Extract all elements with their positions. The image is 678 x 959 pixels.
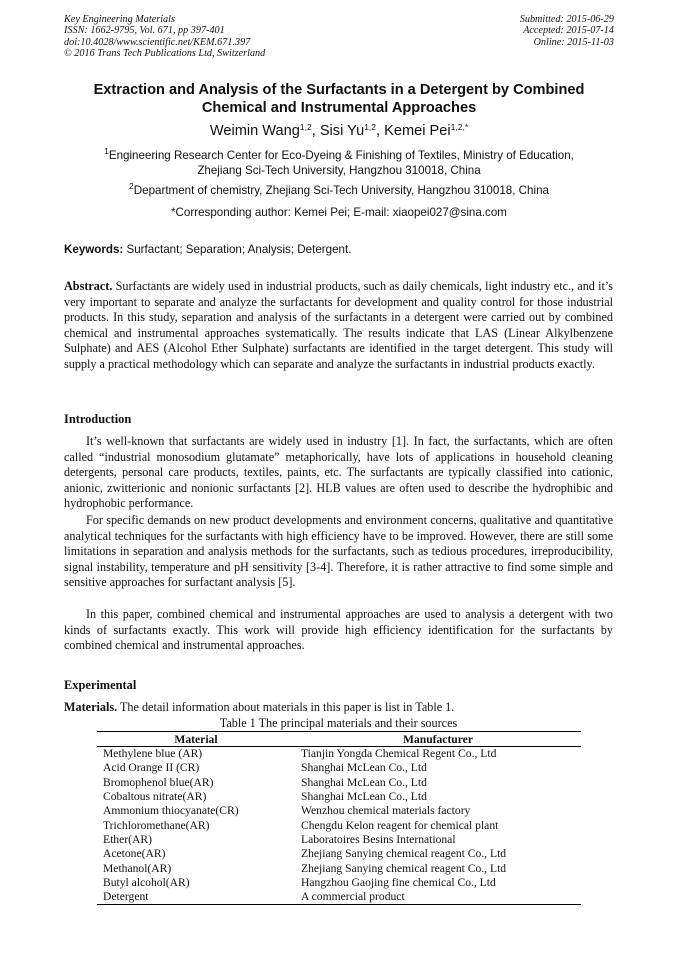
manufacturer-cell: Wenzhou chemical materials factory: [301, 804, 471, 818]
table-caption: Table 1 The principal materials and their sources: [219, 716, 458, 730]
manufacturer-cell: A commercial product: [301, 890, 405, 904]
materials-table: [97, 731, 581, 905]
manufacturer-cell: Hangzhou Gaojing fine chemical Co., Ltd: [301, 875, 496, 889]
author-list: [40, 122, 638, 140]
material-cell: Butyl alcohol(AR): [103, 875, 190, 889]
manufacturer-cell: Zhejiang Sanying chemical reagent Co., Ltd: [301, 847, 507, 861]
material-cell: Cobaltous nitrate(AR): [103, 790, 207, 804]
journal-doi[interactable]: doi:10.4028/www.scientific.net/KEM.671.397: [64, 36, 251, 48]
table-row: [97, 776, 581, 790]
intro-paragraph-2: For specific demands on new product developments and environment concerns, qualitative and quantitative analytical techniques for the surfactants with high efficiency have to be improved. However, there are still some limitations in separation and analysis methods for the surfactants, such as tedious procedures, irreproducibility, signal instability, temperature and pH sensitivity [3-4]. Therefore, it is rather attractive to find some simple and sensitive approaches for surfactant analysis [5].: [64, 513, 613, 590]
material-cell: Bromophenol blue(AR): [103, 775, 214, 789]
author-name: Weimin Wang: [209, 123, 300, 139]
accepted-date: Accepted: 2015-07-14: [523, 25, 614, 37]
keywords-text: Surfactant; Separation; Analysis; Detergent.: [123, 243, 352, 256]
table-row: [97, 790, 581, 804]
author-affiliation-mark: 1,2: [364, 122, 377, 132]
paper-title: [40, 81, 638, 117]
material-cell: Trichloromethane(AR): [103, 818, 210, 832]
material-cell: Acid Orange II (CR): [103, 761, 200, 775]
materials-text: The detail information about materials in this paper is list in Table 1.: [117, 700, 455, 714]
corresponding-author: *Corresponding author: Kemei Pei; E-mail: xiaopei027@sina.com: [171, 206, 507, 219]
keywords-label: Keywords:: [64, 243, 124, 256]
manufacturer-cell: Laboratoires Besins International: [301, 832, 456, 846]
abstract-text: Surfactants are widely used in industrial products, such as daily chemicals, light industry etc., and it’s very important to separate and analyze the surfactants for development and quality control for those industrial products. In this study, separation and analysis of the surfactants in a detergent were carried out by combined chemical and instrumental approaches systematically. The results indicate that LAS (Linear Alkylbenzene Sulphate) and AES (Alcohol Ether Sulphate) surfactants are identified in the target detergent. This study will supply a practical methodology which can separate and analyze the surfactants in industrial products exactly.: [64, 279, 613, 371]
author-affiliation-mark: 1,2,*: [450, 122, 469, 132]
journal-info: [64, 14, 265, 60]
title-line-2: Chemical and Instrumental Approaches: [201, 100, 477, 116]
section-heading-introduction: Introduction: [64, 412, 132, 426]
online-date: Online: 2015-11-03: [533, 36, 614, 48]
manufacturer-cell: Zhejiang Sanying chemical reagent Co., Ltd: [301, 861, 507, 875]
table-row: [97, 890, 581, 905]
material-cell: Ether(AR): [103, 832, 152, 846]
material-cell: Acetone(AR): [103, 847, 166, 861]
manufacturer-cell: Chengdu Kelon reagent for chemical plant: [301, 818, 499, 832]
table-row: [97, 876, 581, 890]
journal-issn: ISSN: 1662-9795, Vol. 671, pp 397-401: [64, 25, 225, 37]
manufacturer-cell: Shanghai McLean Co., Ltd: [301, 790, 427, 804]
manufacturer-cell: Shanghai McLean Co., Ltd: [301, 775, 427, 789]
author-separator: ,: [376, 123, 385, 139]
intro-paragraph-3: In this paper, combined chemical and instrumental approaches are used to analysis a detergent with two kinds of surfactants exactly. This work will provide high efficiency identification for the surfactants by combined chemical and instrumental approaches.: [64, 607, 613, 653]
abstract: [64, 279, 613, 373]
table-header-row: [97, 732, 581, 747]
journal-name: Key Engineering Materials: [64, 14, 175, 25]
column-header-material: Material: [174, 732, 218, 746]
affiliation-mark: 2: [129, 181, 134, 191]
affiliation-2-text: Department of chemistry, Zhejiang Sci-Tech University, Hangzhou 310018, China: [133, 184, 549, 197]
affiliation-2: [40, 181, 638, 199]
material-cell: Methylene blue (AR): [103, 747, 203, 761]
table-row: [97, 861, 581, 875]
column-header-manufacturer: Manufacturer: [403, 732, 473, 746]
publication-dates: [520, 14, 614, 48]
material-cell: Ammonium thiocyanate(CR): [103, 804, 239, 818]
author-name: Kemei Pei: [384, 123, 451, 139]
table-row: [97, 747, 581, 762]
material-cell: Detergent: [103, 890, 149, 904]
table-row: [97, 761, 581, 775]
table-row: [97, 833, 581, 847]
intro-paragraph-1: It’s well-known that surfactants are widely used in industry [1]. In fact, the surfactants, which are often called “industrial monosodium glutamate” metaphorically, have lots of applications in household cleaning detergents, personal care products, textiles, paints, etc. The surfactants are typically classified into cationic, anionic, zwitterionic and nonionic surfactants [2]. HLB values are often used to describe the hydrophibic and hydrophobic performance.: [64, 434, 613, 511]
affiliation-1-line-1: Engineering Research Center for Eco-Dyeing & Finishing of Textiles, Ministry of Education,: [108, 149, 574, 162]
manufacturer-cell: Tianjin Yongda Chemical Regent Co., Ltd: [301, 747, 497, 761]
author-affiliation-mark: 1,2: [299, 122, 312, 132]
submitted-date: Submitted: 2015-06-29: [519, 14, 614, 25]
table-row: [97, 847, 581, 861]
title-line-1: Extraction and Analysis of the Surfactants in a Detergent by Combined: [93, 82, 585, 98]
section-heading-experimental: Experimental: [64, 678, 137, 692]
table-row: [97, 804, 581, 818]
materials-paragraph: [64, 700, 613, 716]
table-row: [97, 818, 581, 832]
affiliation-mark: 1: [104, 146, 109, 156]
table-body: [97, 747, 581, 905]
author-separator: ,: [311, 123, 320, 139]
materials-label: Materials.: [64, 700, 118, 714]
journal-copyright: © 2016 Trans Tech Publications Ltd, Switzerland: [64, 48, 266, 60]
material-cell: Methanol(AR): [103, 861, 172, 875]
abstract-label: Abstract.: [64, 279, 113, 293]
author-name: Sisi Yu: [319, 123, 365, 139]
affiliation-1: [40, 146, 638, 178]
keywords: [64, 242, 351, 257]
affiliation-1-line-2: Zhejiang Sci-Tech University, Hangzhou 310018, China: [197, 163, 481, 177]
manufacturer-cell: Shanghai McLean Co., Ltd: [301, 761, 427, 775]
